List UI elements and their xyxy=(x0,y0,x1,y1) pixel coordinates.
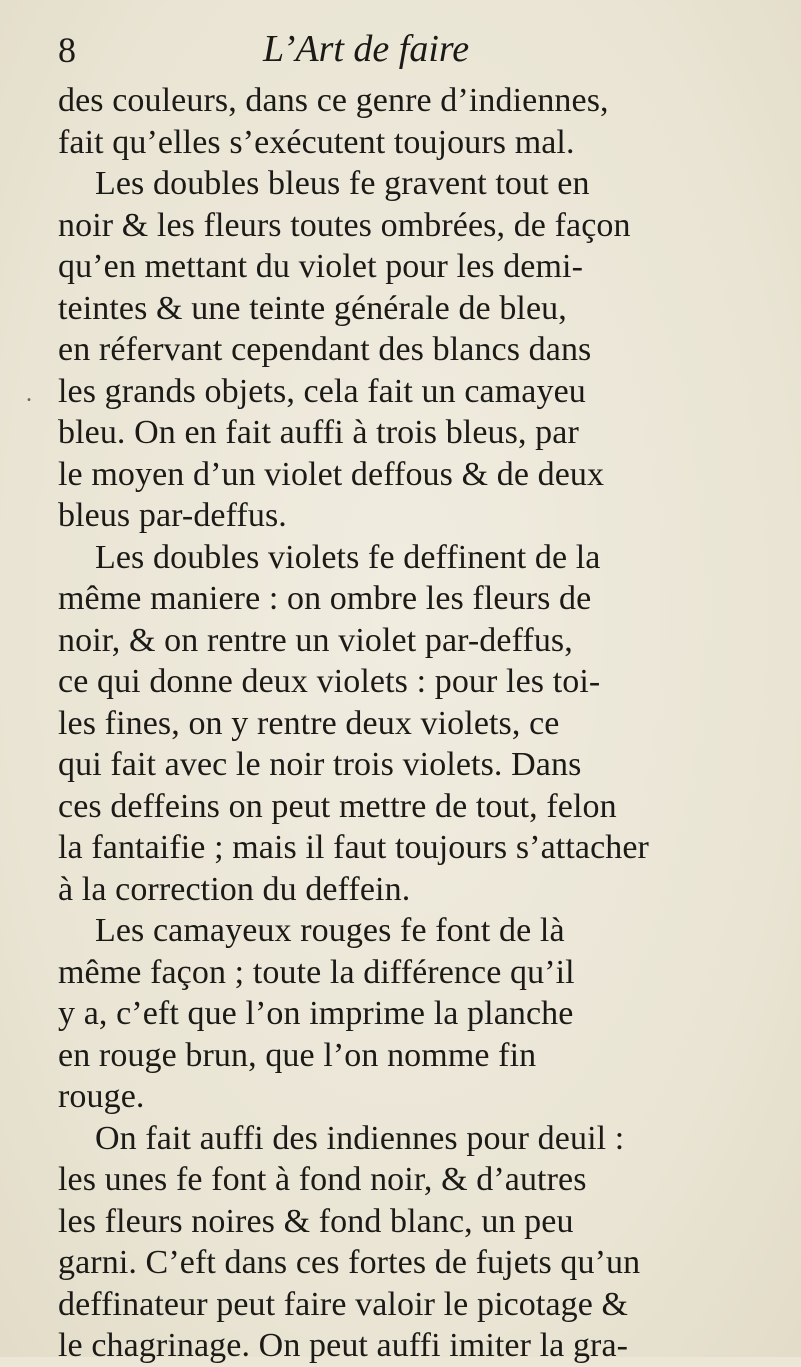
paragraph-start-line: Les doubles violets fe deffinent de la xyxy=(95,538,601,576)
paragraph-start-line: On fait auffi des indiennes pour deuil : xyxy=(95,1119,625,1157)
paragraph-start-line: Les doubles bleus fe gravent tout en xyxy=(95,165,590,202)
page-number: 8 xyxy=(58,30,76,70)
stray-mark: . xyxy=(26,381,32,407)
text-line: teintes & une teinte générale de bleu, xyxy=(58,289,567,327)
text-line: qui fait avec le noir trois violets. Dans xyxy=(58,746,582,783)
text-line: qu’en mettant du violet pour les demi- xyxy=(58,248,584,285)
text-line: le moyen d’un violet deffous & de deux xyxy=(58,455,605,493)
text-line: les fleurs noires & fond blanc, un peu xyxy=(58,1202,574,1240)
text-line: y a, c’eft que l’on imprime la planche xyxy=(58,995,574,1032)
body-text xyxy=(58,80,790,1367)
running-title: L’Art de faire xyxy=(263,28,470,70)
text-line: le chagrinage. On peut auffi imiter la gra- xyxy=(58,1327,629,1364)
text-line: même maniere : on ombre les fleurs de xyxy=(58,580,592,617)
paragraph-start-line: Les camayeux rouges fe font de là xyxy=(95,912,565,949)
text-line: à la correction du deffein. xyxy=(58,870,411,908)
text-line: les fines, on y rentre deux violets, ce xyxy=(58,704,560,742)
text-line: deffinateur peut faire valoir le picotage & xyxy=(58,1285,629,1323)
page-header xyxy=(58,28,698,78)
text-line: en rouge brun, que l’on nomme fin xyxy=(58,1036,537,1074)
text-line: les grands objets, cela fait un camayeu xyxy=(58,372,586,410)
text-line: fait qu’elles s’exécutent toujours mal. xyxy=(58,123,575,161)
text-line: garni. C’eft dans ces fortes de fujets qu’un xyxy=(58,1244,641,1281)
text-line: bleu. On en fait auffi à trois bleus, par xyxy=(58,414,579,451)
text-line: même façon ; toute la différence qu’il xyxy=(58,953,575,991)
text-line: noir & les fleurs toutes ombrées, de façon xyxy=(58,206,631,244)
text-line: noir, & on rentre un violet par-deffus, xyxy=(58,621,573,659)
text-line: bleus par-deffus. xyxy=(58,497,287,534)
text-line: rouge. xyxy=(58,1078,145,1115)
text-line: les unes fe font à fond noir, & d’autres xyxy=(58,1161,587,1198)
text-line: en réfervant cependant des blancs dans xyxy=(58,331,592,368)
text-line: ce qui donne deux violets : pour les toi- xyxy=(58,663,601,700)
text-line: des couleurs, dans ce genre d’indiennes, xyxy=(58,82,609,119)
text-line: ces deffeins on peut mettre de tout, felon xyxy=(58,787,617,825)
text-line: la fantaifie ; mais il faut toujours s’attacher xyxy=(58,829,649,866)
